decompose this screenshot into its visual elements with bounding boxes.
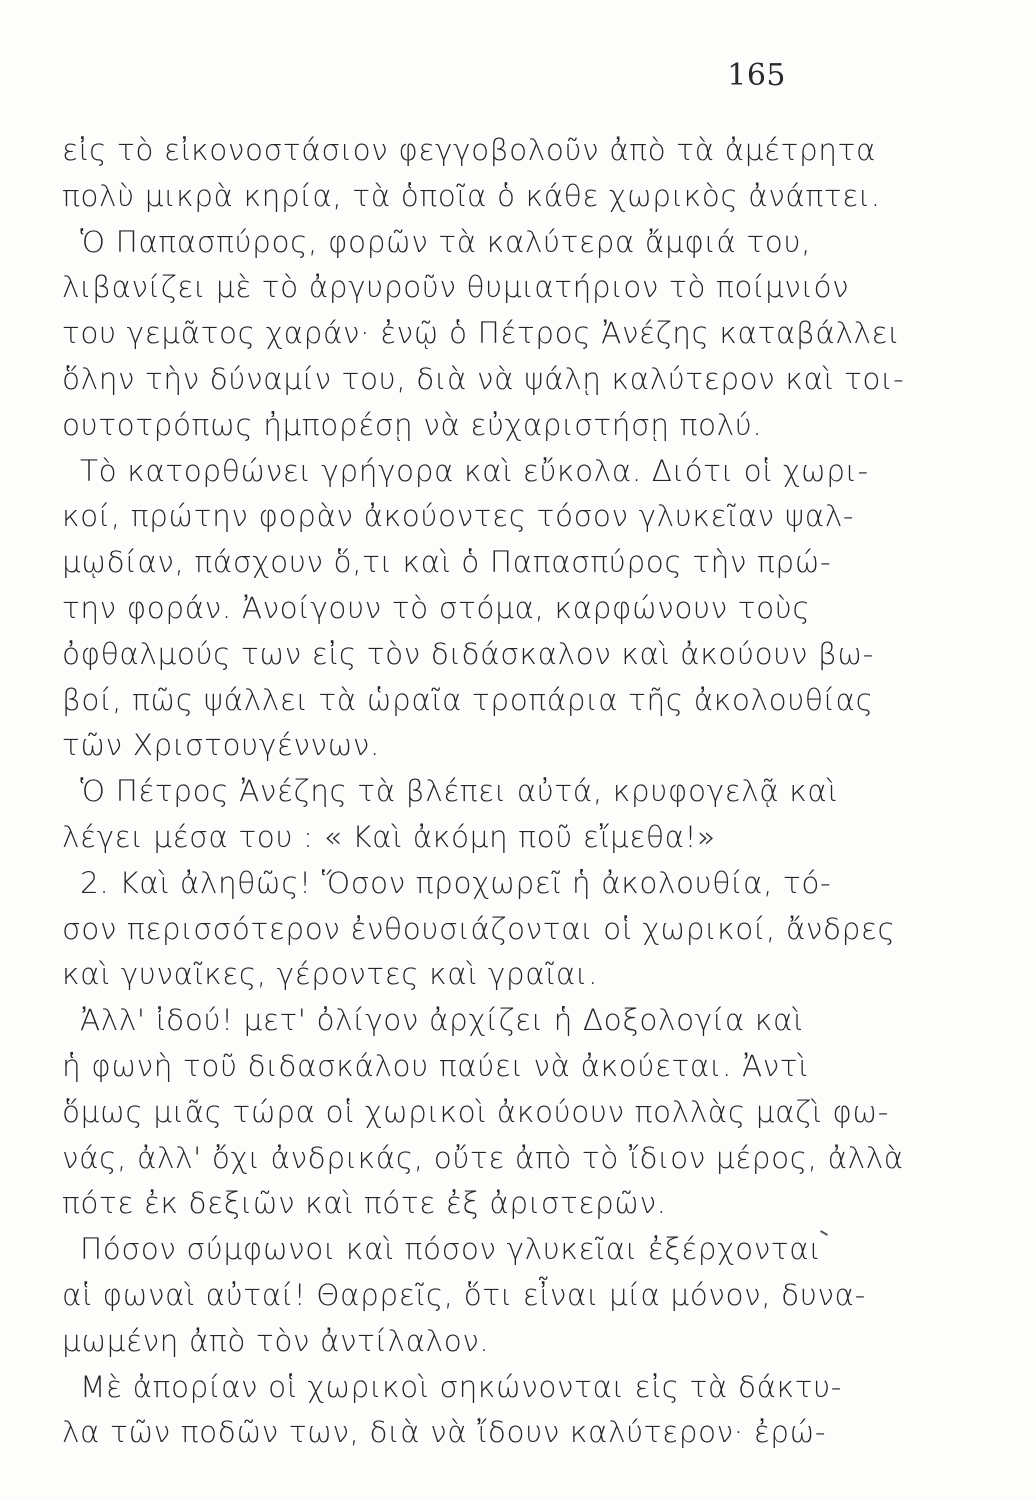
text-line: σον περισσότερον ἐνθουσιάζονται οἱ χωρικοί, ἄνδρες	[62, 911, 896, 946]
text-line: την φοράν. Ἀνοίγουν τὸ στόμα, καρφώνουν τοὺς	[62, 590, 811, 625]
text-line: 2. Καὶ ἀληθῶς! Ὅσον προχωρεῖ ἡ ἀκολουθία, τό-	[80, 865, 832, 900]
text-line: ὀφθαλμούς των εἰς τὸν διδάσκαλον καὶ ἀκούουν βω-	[62, 636, 874, 671]
text-line: ἡ φωνὴ τοῦ διδασκάλου παύει νὰ ἀκούεται. Ἀντὶ	[62, 1048, 809, 1083]
text-line: λα τῶν ποδῶν των, διὰ νὰ ἴδουν καλύτερον· ἐρώ-	[62, 1415, 827, 1450]
text-line: Ἀλλ' ἰδού! μετ' ὀλίγον ἀρχίζει ἡ Δοξολογία καὶ	[80, 1003, 804, 1038]
text-line: ουτοτρόπως ἠμπορέσῃ νὰ εὐχαριστήσῃ πολύ.	[62, 407, 763, 442]
text-line: ὅλην τὴν δύναμίν του, διὰ νὰ ψάλῃ καλύτερον καὶ τοι-	[62, 361, 905, 396]
text-line: ὅμως μιᾶς τώρα οἱ χωρικοὶ ἀκούουν πολλὰς μαζὶ φω-	[62, 1094, 889, 1129]
text-line: τῶν Χριστουγέννων.	[62, 728, 380, 763]
text-line: Πόσον σύμφωνοι καὶ πόσον γλυκεῖαι ἐξέρχονται	[80, 1232, 822, 1267]
text-line: καὶ γυναῖκες, γέροντες καὶ γραῖαι.	[62, 957, 598, 992]
text-line: πότε ἐκ δεξιῶν καὶ πότε ἐξ ἀριστερῶν.	[62, 1186, 667, 1221]
text-line: Μὲ ἀπορίαν οἱ χωρικοὶ σηκώνονται εἰς τὰ δάκτυ-	[80, 1369, 843, 1404]
text-line: Τὸ κατορθώνει γρήγορα καὶ εὔκολα. Διότι οἱ χωρι-	[80, 453, 869, 488]
text-line: λιβανίζει μὲ τὸ ἀργυροῦν θυμιατήριον τὸ ποίμνιόν	[62, 270, 850, 305]
body-text	[62, 128, 905, 1456]
text-line: μωμένη ἀπὸ τὸν ἀντίλαλον.	[62, 1323, 490, 1358]
text-line: κοί, πρώτην φορὰν ἀκούοντες τόσον γλυκεῖαν ψαλ-	[62, 499, 855, 534]
text-line: νάς, ἀλλ' ὄχι ἀνδρικάς, οὔτε ἀπὸ τὸ ἴδιον μέρος, ἀλλὰ	[62, 1140, 904, 1175]
text-line: Ὁ Παπασπύρος, φορῶν τὰ καλύτερα ἄμφιά του,	[80, 224, 812, 259]
text-line: του γεμᾶτος χαράν· ἐνῷ ὁ Πέτρος Ἀνέζης καταβάλλει	[62, 316, 901, 351]
text-line: πολὺ μικρὰ κηρία, τὰ ὁποῖα ὁ κάθε χωρικὸς ἀνάπτει.	[62, 178, 881, 213]
text-line: αἱ φωναὶ αὐταί! Θαρρεῖς, ὅτι εἶναι μία μόνον, δυνα-	[62, 1277, 866, 1312]
text-line: Ὁ Πέτρος Ἀνέζης τὰ βλέπει αὐτά, κρυφογελᾷ καὶ	[80, 774, 839, 809]
text-line: λέγει μέσα του : « Καὶ ἀκόμη ποῦ εἴμεθα!»	[62, 819, 716, 854]
page-number: 165	[727, 58, 786, 93]
text-line: μῳδίαν, πάσχουν ὅ,τι καὶ ὁ Παπασπύρος τὴν πρώ-	[62, 545, 832, 580]
text-line: εἰς τὸ εἰκονοστάσιον φεγγοβολοῦν ἀπὸ τὰ ἀμέτρητα	[62, 133, 876, 167]
text-line: βοί, πῶς ψάλλει τὰ ὡραῖα τροπάρια τῆς ἀκολουθίας	[62, 682, 874, 717]
